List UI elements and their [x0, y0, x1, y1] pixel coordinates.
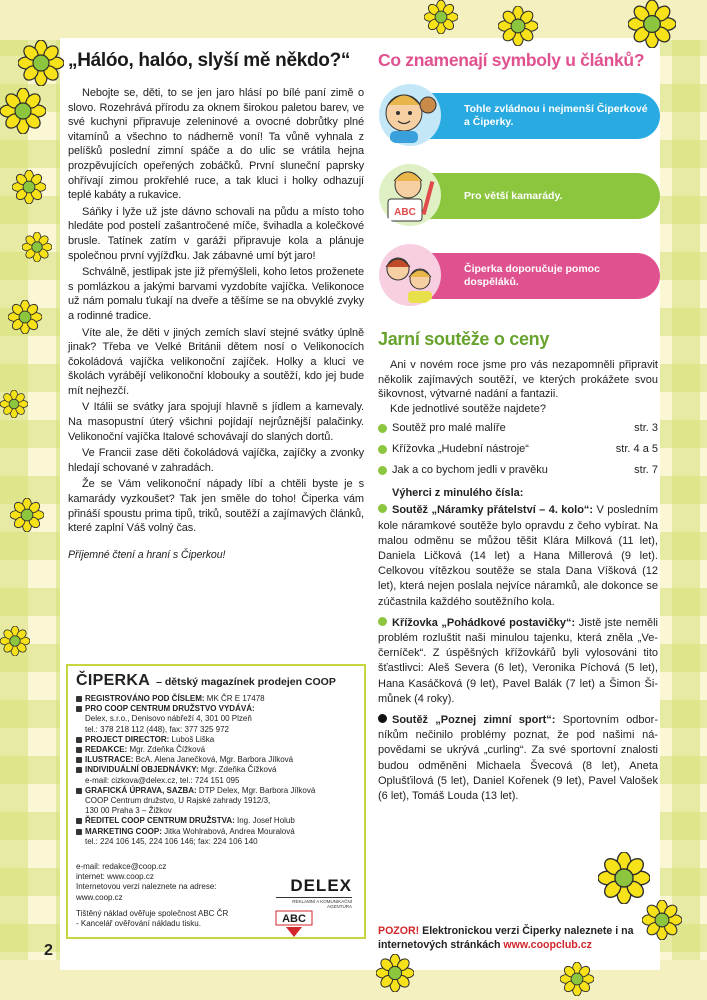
bullet-icon	[378, 714, 387, 723]
editorial-title: „Hálóo, halóo, slyší mě někdo?“	[68, 50, 351, 71]
svg-text:ABC: ABC	[394, 207, 416, 218]
page-number: 2	[44, 942, 53, 959]
masthead-item: PROJECT DIRECTOR: Luboš Liška	[76, 735, 356, 745]
masthead-subtitle: – dětský magazínek prodejen COOP	[156, 676, 336, 688]
masthead-item: INDIVIDUÁLNÍ OBJEDNÁVKY: Mgr. Zdeňka Čížková	[76, 765, 356, 775]
coopclub-link[interactable]: www.coopclub.cz	[503, 939, 592, 951]
flower-icon	[0, 88, 46, 134]
masthead-item: tel.: 378 218 112 (448), fax: 377 325 972	[85, 724, 229, 734]
editorial-body	[68, 86, 364, 562]
online-notice: POZOR! Elektronickou verzi Čiperky naleznete i na internetových stránkách www.coopclub.cz	[378, 925, 634, 951]
closing-line: Příjemné čtení a hraní s Čiperkou!	[68, 548, 226, 561]
winner-block: Soutěž „Náramky přátelství – 4. kolo“: V posledním kole náramkové soutěže bylo opravdu z čeho vybírat. Na malou odměnu se můžou těšit Klára Milková (11 let), Daniela Ličková (14 let) a Hana Millerová (9 let). Celkovou vítězkou soutěže se stala Dana Víšková (12 let), která nejen poslala nejvíce náramků, ale dokonce se zúčastnila každého soutěžního kola.	[378, 504, 658, 608]
family-icon	[378, 243, 442, 307]
paragraph: Nebojte se, děti, to se jen jaro hlásí po bílé paní zimě o slovo. Rozehrává přírodu za oknem širokou paletou barev, ve své kuchyni připravuje zeleninové a ovocné dobrůtky plné vitamínů a všechno to nádherně voní! Ta vůně vyhnala z pelíšků poslední zimní spáče a do ulic se vrátila hejna prozpěvujících opeřených zobáčků. První sluneční paprsky ohřívají zimou prokřehlé ruce, a tak kluci i holky odhazují teplé kabáty a rukavice.	[68, 87, 364, 202]
flower-icon	[498, 6, 538, 46]
flower-icon	[598, 852, 650, 904]
bullet-icon	[378, 504, 387, 513]
paragraph: Víte ale, že děti v jiných zemích slaví stejné svátky úplně jinak? Třeba ve Velké Británii dětem nosí o Velikonocích čokoládová vajíčka velikonoční zajíček. Holky a kluci ve školách vyrábějí velikonoční klobouky a soutěží, kdo jej bude mít nejhezčí.	[68, 326, 364, 397]
bullet-icon	[378, 617, 387, 626]
flower-icon	[0, 390, 28, 418]
flower-icon	[560, 962, 594, 996]
symbol-pill: Pro větší kamarády.	[402, 173, 660, 219]
paragraph: Sáňky i lyže už jste dávno schovali na půdu a místo toho hledáte pod postelí zašantročené míče, švihadla a kolečkové brusle. Tatínek zatím v garáži připravuje kola a plánuje společnou první vyjížďku. Jak zábavné umí být jaro!	[68, 205, 364, 262]
masthead-online-note: Internetovou verzi naleznete na adrese:	[76, 882, 217, 892]
top-stripe	[0, 0, 707, 40]
flower-icon	[0, 626, 30, 656]
symbols-column	[378, 50, 658, 810]
flower-icon	[10, 498, 44, 532]
flower-icon	[8, 300, 42, 334]
school-kid-icon	[378, 163, 442, 227]
masthead-item: GRAFICKÁ ÚPRAVA, SAZBA: DTP Delex, Mgr. Barbora Jílková	[76, 786, 356, 796]
masthead-contact	[76, 862, 276, 929]
masthead-tisk: - Kancelář ověřování nákladu tisku.	[76, 919, 201, 929]
symbol-pill: Tohle zvládnou i nejmenší Čiperkové a Čiperky.	[402, 93, 660, 139]
symbols-title: Co znamenají symboly u článků?	[378, 50, 645, 70]
flower-icon	[376, 954, 414, 992]
masthead-item: tel.: 224 106 145, 224 106 146; fax: 224 106 140	[85, 836, 258, 846]
masthead-title	[76, 672, 356, 690]
paragraph: Že se Vám velikonoční nápady líbí a chtěli byste je s kamarády vyzkoušet? Tak jen směle do toho! Čiperka vám přináší spoustu prima tipů, triků, soutěží a zajímavých článků, které zaplní Váš volný čas.	[68, 478, 364, 535]
masthead-item: ILUSTRACE: BcA. Alena Janečková, Mgr. Barbora Jílková	[76, 755, 356, 765]
masthead-item: REDAKCE: Mgr. Zdeňka Čížková	[76, 745, 356, 755]
paragraph: V Itálii se svátky jara spojují hlavně s jídlem a karnevaly. Na masopustní úterý všichni pojídají nejrůznější palačinky. Velikonoční vajíčka Italové schovávají do slaných dortů.	[68, 401, 364, 443]
masthead-item: PRO COOP CENTRUM DRUŽSTVO VYDÁVÁ:	[76, 704, 356, 714]
toddler-icon	[378, 83, 442, 147]
masthead-list	[76, 694, 356, 847]
symbol-pill: Čiperka doporučuje pomoc dospěláků.	[402, 253, 660, 299]
masthead-internet: internet: www.coop.cz	[76, 872, 154, 882]
competition-item: Soutěž pro malé malíře str. 3	[378, 418, 658, 439]
masthead-box	[66, 664, 366, 939]
competitions-question: Kde jednotlivé soutěže najdete?	[390, 402, 546, 415]
masthead-item: MARKETING COOP: Jitka Wohlrabová, Andrea Mouralová	[76, 827, 356, 837]
masthead-item: Delex, s.r.o., Denisovo nábřeží 4, 301 00 Plzeň	[85, 714, 252, 724]
paragraph: Ve Francii zase děti čokoládová vajíčka, zajíčky a zvonky hledají schované v zahradách.	[68, 447, 364, 474]
masthead-item: REGISTROVÁNO POD ČÍSLEM: MK ČR E 17478	[76, 694, 356, 704]
delex-logo: DELEX REKLAMNÍ A KOMUNIKAČNÍ AGENTURA	[276, 876, 352, 909]
competitions-title: Jarní soutěže o ceny	[378, 329, 550, 349]
competition-item: Křížovka „Hudební nástroje“ str. 4 a 5	[378, 439, 658, 460]
competition-list	[378, 418, 658, 481]
svg-text:ABC: ABC	[282, 913, 306, 925]
masthead-tisk: Tištěný náklad ověřuje společnost ABC ČR	[76, 908, 229, 918]
flower-icon	[18, 40, 64, 86]
flower-icon	[424, 0, 458, 34]
winner-block: Křížovka „Pohádkové postavičky“: Jistě jste neměli problém rozluštit naši minulou tajenku, která zněla „Večerníček“. Z úspěšných křížovkářů byli vylosováni tito šťastlivci: Aleš Severa (6 let), Veronika Píchová (5 let), Hana Kasáčková (9 let), Pavel Balák (7 let) a Šimon Šimůnek (4 roky).	[378, 616, 658, 705]
paragraph: Schválně, jestlipak jste již přemýšleli, koho letos proženete s pomlázkou a jakými barvami vyzdobíte vajíčka. Velikonoce už nám pomalu ťukají na dveře a těšíme se na obvyklé zvyky a rodinné tradice.	[68, 266, 364, 322]
flower-icon	[22, 232, 52, 262]
editorial-column	[68, 50, 364, 564]
symbol-row-adults	[378, 249, 658, 301]
flower-icon	[12, 170, 46, 204]
flower-icon	[628, 0, 676, 48]
symbol-row-youngest	[378, 89, 658, 141]
masthead-item: COOP Centrum družstvo, U Rajské zahrady 1912/3,	[85, 796, 271, 806]
masthead-online-url: www.coop.cz	[76, 892, 123, 902]
masthead-email: e-mail: redakce@coop.cz	[76, 862, 167, 871]
masthead-item: e-mail: cizkova@delex.cz, tel.: 724 151 095	[85, 775, 240, 785]
masthead-item: ŘEDITEL COOP CENTRUM DRUŽSTVA: Ing. Josef Holub	[76, 816, 356, 826]
abc-logo	[274, 910, 314, 938]
competition-item: Jak a co bychom jedli v pravěku str. 7	[378, 460, 658, 481]
masthead-item: 130 00 Praha 3 – Žižkov	[85, 806, 172, 816]
competitions-intro: Ani v novém roce jsme pro vás nezapomněli připravit několik zajímavých soutěží, ve kterých prokážete svou šikovnost, výtvarné nadání a fantazii.	[378, 359, 658, 401]
masthead-brand: ČIPERKA	[76, 672, 151, 689]
symbol-row-older	[378, 169, 658, 221]
winner-block: Soutěž „Poznej zimní sport“: Sportovním odborníkům nečinilo problémy poznat, že pod našimi nápovědami se ukrývá „curling“. Za své sportovní znalosti budou odměněni Michaela Švecová (8 let), Aneta Oplušťilová (5 let), Daniel Kořenek (9 let), Pavel Valošek (6 let), Tomáš Louda (13 let).	[378, 714, 658, 803]
winners-heading: Výherci z minulého čísla:	[392, 487, 524, 500]
